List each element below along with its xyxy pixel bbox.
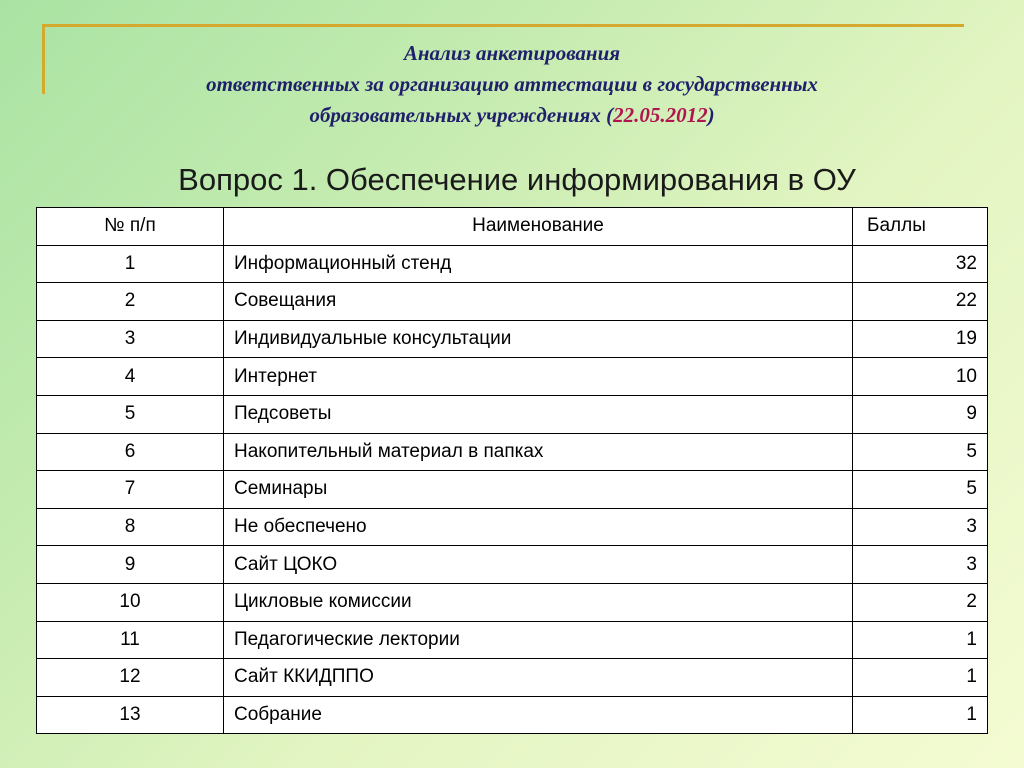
row-num-cell: 2: [37, 283, 224, 321]
decorative-frame-top: [42, 24, 964, 27]
header-line-2: ответственных за организацию аттестации в государственных: [206, 72, 818, 96]
row-score-cell: 3: [853, 546, 988, 584]
header-line-1: Анализ анкетирования: [403, 41, 621, 65]
row-name-cell: Семинары: [224, 471, 853, 509]
column-header-num: № п/п: [37, 208, 224, 246]
table-row: [37, 395, 988, 433]
header-line-3-suffix: ): [707, 103, 715, 127]
row-score-cell: 2: [853, 583, 988, 621]
table-row: [37, 245, 988, 283]
decorative-frame-left: [42, 24, 45, 94]
table-row: [37, 621, 988, 659]
row-score-cell: 1: [853, 621, 988, 659]
table-row: [37, 320, 988, 358]
table-row: [37, 358, 988, 396]
row-name-cell: Совещания: [224, 283, 853, 321]
slide-header: [60, 38, 964, 131]
table-row: [37, 471, 988, 509]
table-body: [37, 245, 988, 734]
row-score-cell: 22: [853, 283, 988, 321]
row-score-cell: 32: [853, 245, 988, 283]
row-name-cell: Интернет: [224, 358, 853, 396]
table-row: [37, 583, 988, 621]
row-name-cell: Цикловые комиссии: [224, 583, 853, 621]
row-score-cell: 5: [853, 433, 988, 471]
question-title: Вопрос 1. Обеспечение информирования в ОУ: [178, 162, 856, 197]
row-num-cell: 1: [37, 245, 224, 283]
row-name-cell: Не обеспечено: [224, 508, 853, 546]
results-table: [36, 207, 988, 734]
row-score-cell: 3: [853, 508, 988, 546]
row-score-cell: 9: [853, 395, 988, 433]
row-num-cell: 9: [37, 546, 224, 584]
row-num-cell: 8: [37, 508, 224, 546]
row-name-cell: Педагогические лектории: [224, 621, 853, 659]
table-row: [37, 659, 988, 697]
table-row: [37, 508, 988, 546]
row-num-cell: 13: [37, 696, 224, 734]
header-date: 22.05.2012: [613, 103, 708, 127]
column-header-name: Наименование: [224, 208, 853, 246]
table-row: [37, 433, 988, 471]
row-score-cell: 5: [853, 471, 988, 509]
row-name-cell: Сайт ККИДППО: [224, 659, 853, 697]
row-name-cell: Индивидуальные консультации: [224, 320, 853, 358]
table-row: [37, 283, 988, 321]
row-num-cell: 6: [37, 433, 224, 471]
row-num-cell: 12: [37, 659, 224, 697]
row-name-cell: Сайт ЦОКО: [224, 546, 853, 584]
row-score-cell: 19: [853, 320, 988, 358]
table-row: [37, 696, 988, 734]
row-num-cell: 7: [37, 471, 224, 509]
row-num-cell: 5: [37, 395, 224, 433]
row-num-cell: 3: [37, 320, 224, 358]
row-num-cell: 11: [37, 621, 224, 659]
row-name-cell: Собрание: [224, 696, 853, 734]
row-score-cell: 1: [853, 659, 988, 697]
row-name-cell: Накопительный материал в папках: [224, 433, 853, 471]
row-score-cell: 1: [853, 696, 988, 734]
table-header-row: [37, 208, 988, 246]
column-header-score: Баллы: [853, 208, 988, 246]
row-name-cell: Информационный стенд: [224, 245, 853, 283]
table-row: [37, 546, 988, 584]
row-score-cell: 10: [853, 358, 988, 396]
row-name-cell: Педсоветы: [224, 395, 853, 433]
row-num-cell: 4: [37, 358, 224, 396]
header-line-3-prefix: образовательных учреждениях (: [309, 103, 614, 127]
row-num-cell: 10: [37, 583, 224, 621]
header-line-3: [60, 100, 964, 131]
